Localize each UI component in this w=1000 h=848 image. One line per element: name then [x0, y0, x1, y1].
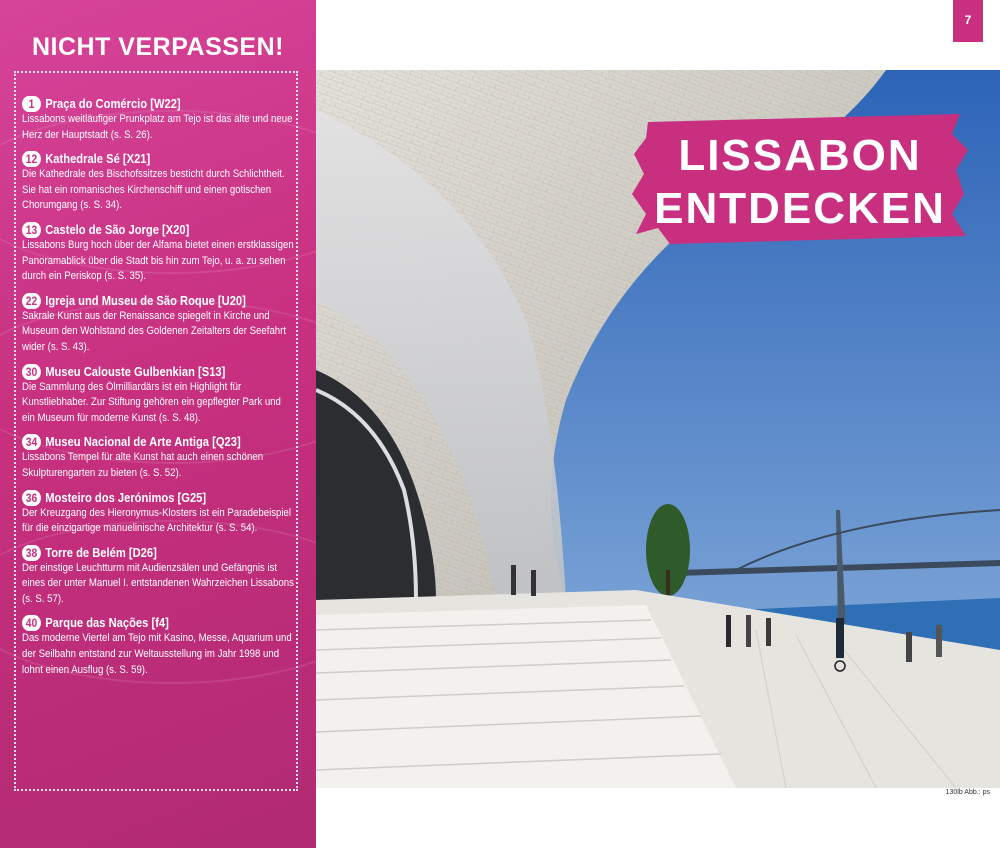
entry-heading: Torre de Belém [D26] [45, 544, 157, 560]
entry-heading: Igreja und Museu de São Roque [U20] [45, 292, 246, 308]
entry-heading: Castelo de São Jorge [X20] [45, 221, 190, 237]
entry-description: Lissabons Burg hoch über der Alfama bietet einen erstklassigen Panoramablick über die Stadt bis hin zum Tejo, u. a. zu sehen durch ein Periskop (s. S. 35). [22, 238, 294, 283]
highlight-entry [22, 222, 298, 285]
entry-heading-row [22, 96, 259, 112]
page-title [630, 129, 970, 235]
highlight-entry [22, 545, 298, 608]
highlight-entry [22, 293, 298, 356]
entry-number-badge: 12 [22, 151, 41, 167]
entry-heading: Kathedrale Sé [X21] [45, 151, 151, 167]
entry-heading: Museu Calouste Gulbenkian [S13] [45, 363, 226, 379]
title-line-1: LISSABON [678, 131, 922, 180]
highlight-list [22, 96, 298, 686]
entry-number-badge: 22 [22, 293, 41, 309]
entry-heading-row [22, 490, 259, 506]
photo-credit: 130lb Abb.: ps [945, 789, 990, 796]
entry-heading: Parque das Nações [f4] [45, 615, 169, 631]
entry-heading: Praça do Comércio [W22] [45, 96, 181, 111]
highlight-entry [22, 434, 298, 481]
entry-heading-row [22, 615, 259, 631]
entry-number-badge: 30 [22, 364, 41, 380]
entry-description: Der Kreuzgang des Hieronymus-Klosters ist ein Paradebeispiel für die einzigartige manuelinische Architektur (s. S. 54). [22, 506, 291, 535]
highlight-entry [22, 615, 298, 678]
entry-number-badge: 13 [22, 222, 41, 238]
entry-description: Die Sammlung des Ölmilliardärs ist ein Highlight für Kunstliebhaber. Zur Stiftung gehören ein gepflegter Park und ein Museum für moderne Kunst (s. S. 48). [22, 380, 281, 424]
title-line-2: ENTDECKEN [654, 184, 946, 233]
entry-heading-row [22, 545, 259, 561]
entry-heading-row [22, 222, 259, 238]
sidebar-panel [0, 0, 316, 848]
highlight-entry [22, 490, 298, 537]
entry-description: Das moderne Viertel am Tejo mit Kasino, Messe, Aquarium und der Seilbahn entstand zur Weltausstellung im Jahr 1998 und lohnt einen Ausflug (s. S. 59). [22, 632, 292, 676]
entry-number-badge: 36 [22, 490, 41, 506]
entry-description: Lissabons Tempel für alte Kunst hat auch einen schönen Skulpturengarten zu bieten (s. S. 52). [22, 451, 264, 479]
entry-number-badge: 34 [22, 434, 41, 450]
entry-heading: Museu Nacional de Arte Antiga [Q23] [45, 434, 241, 450]
entry-description: Die Kathedrale des Bischofssitzes besticht durch Schlichtheit. Sie hat ein romanisches Kirchenschiff und einen gotischen Chorumgang (s. S. 34). [22, 168, 285, 212]
entry-heading-row [22, 364, 259, 380]
highlight-entry [22, 364, 298, 427]
entry-heading-row [22, 151, 259, 167]
entry-description: Sakrale Kunst aus der Renaissance spiegelt in Kirche und Museum den Wohlstand des Goldenen Zeitalters der Seefahrt wider (s. S. 43). [22, 309, 287, 353]
entry-description: Der einstige Leuchtturm mit Audienzsälen und Gefängnis ist eines der unter Manuel I. entstandenen Wahrzeichen Lissabons (s. S. 57). [22, 561, 294, 605]
entry-number-badge: 1 [22, 96, 41, 112]
highlight-entry [22, 96, 298, 143]
entry-heading-row [22, 293, 259, 309]
entry-number-badge: 38 [22, 545, 41, 561]
entry-heading-row [22, 434, 259, 450]
entry-number-badge: 40 [22, 615, 41, 631]
sidebar-title: NICHT VERPASSEN! [31, 33, 284, 61]
entry-description: Lissabons weitläufiger Prunkplatz am Tejo ist das alte und neue Herz der Hauptstadt (s. S. 26). [22, 113, 293, 141]
page-number: 7 [953, 0, 983, 42]
highlight-entry [22, 151, 298, 214]
entry-heading: Mosteiro dos Jerónimos [G25] [45, 489, 207, 505]
